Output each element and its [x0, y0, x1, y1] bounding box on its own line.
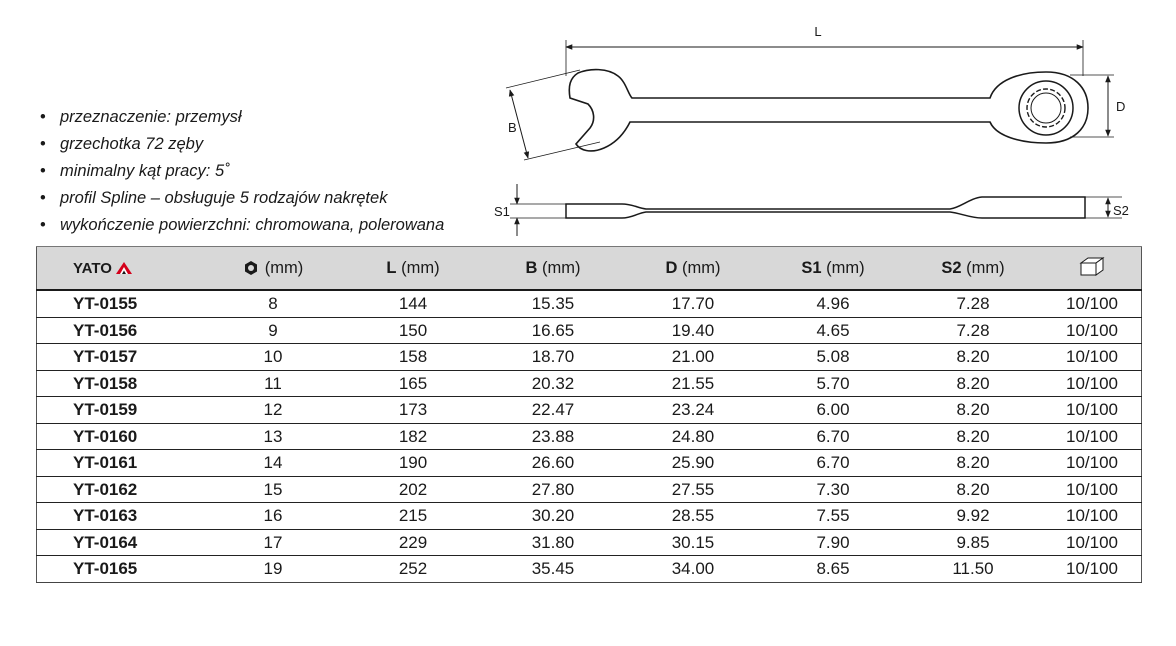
wrench-top-view [569, 70, 1088, 151]
label-l: L [814, 24, 822, 39]
s2-cell: 7.28 [903, 290, 1043, 317]
pack-cell: 10/100 [1043, 344, 1142, 371]
s2-header [903, 247, 1043, 291]
d-cell: 23.24 [623, 397, 763, 424]
feature-item: • przeznaczenie: przemysł [40, 108, 242, 126]
size-cell: 19 [203, 556, 343, 583]
s1-cell: 4.65 [763, 317, 903, 344]
l-header [343, 247, 483, 291]
pack-cell: 10/100 [1043, 290, 1142, 317]
extension-line [506, 70, 580, 88]
s2-cell: 7.28 [903, 317, 1043, 344]
product-code: YT-0163 [37, 503, 204, 530]
s2-cell: 9.85 [903, 529, 1043, 556]
d-cell: 17.70 [623, 290, 763, 317]
s1-header [763, 247, 903, 291]
b-cell: 31.80 [483, 529, 623, 556]
l-cell: 215 [343, 503, 483, 530]
d-cell: 34.00 [623, 556, 763, 583]
b-name: B [525, 258, 538, 277]
size-cell: 12 [203, 397, 343, 424]
l-cell: 190 [343, 450, 483, 477]
pack-cell: 10/100 [1043, 317, 1142, 344]
l-cell: 150 [343, 317, 483, 344]
l-cell: 173 [343, 397, 483, 424]
s1-name: S1 [801, 258, 822, 277]
d-cell: 21.00 [623, 344, 763, 371]
pack-cell: 10/100 [1043, 503, 1142, 530]
table-row [37, 556, 1142, 583]
l-cell: 229 [343, 529, 483, 556]
product-code: YT-0159 [37, 397, 204, 424]
table-row [37, 397, 1142, 424]
size-cell: 14 [203, 450, 343, 477]
label-s1: S1 [494, 204, 510, 219]
product-code: YT-0165 [37, 556, 204, 583]
size-cell: 8 [203, 290, 343, 317]
d-cell: 30.15 [623, 529, 763, 556]
table-header [37, 247, 1142, 291]
table-row [37, 344, 1142, 371]
product-code: YT-0156 [37, 317, 204, 344]
brand-header [37, 247, 204, 291]
l-cell: 202 [343, 476, 483, 503]
product-code: YT-0161 [37, 450, 204, 477]
d-name: D [665, 258, 678, 277]
label-b: B [508, 120, 517, 135]
s2-cell: 8.20 [903, 476, 1043, 503]
feature-item: • minimalny kąt pracy: 5˚ [40, 162, 230, 180]
size-unit: (mm) [264, 258, 304, 277]
size-cell: 10 [203, 344, 343, 371]
table-row [37, 476, 1142, 503]
s1-unit: (mm) [826, 258, 865, 277]
size-cell: 13 [203, 423, 343, 450]
b-cell: 26.60 [483, 450, 623, 477]
size-cell: 16 [203, 503, 343, 530]
l-unit: (mm) [401, 258, 440, 277]
wrench-side-view [566, 197, 1085, 218]
feature-item: • grzechotka 72 zęby [40, 135, 204, 153]
feature-list [40, 104, 444, 239]
size-header [203, 247, 343, 291]
d-cell: 28.55 [623, 503, 763, 530]
pack-cell: 10/100 [1043, 529, 1142, 556]
ratchet-head [1019, 81, 1073, 135]
s1-cell: 6.00 [763, 397, 903, 424]
s1-cell: 7.90 [763, 529, 903, 556]
s1-cell: 4.96 [763, 290, 903, 317]
s1-cell: 6.70 [763, 450, 903, 477]
b-unit: (mm) [542, 258, 581, 277]
l-cell: 144 [343, 290, 483, 317]
d-cell: 24.80 [623, 423, 763, 450]
b-cell: 23.88 [483, 423, 623, 450]
b-header [483, 247, 623, 291]
s2-cell: 8.20 [903, 450, 1043, 477]
product-code: YT-0155 [37, 290, 204, 317]
product-code: YT-0160 [37, 423, 204, 450]
s1-cell: 7.55 [763, 503, 903, 530]
s1-cell: 8.65 [763, 556, 903, 583]
table-row [37, 529, 1142, 556]
table-row [37, 290, 1142, 317]
d-cell: 21.55 [623, 370, 763, 397]
brand-logo [73, 260, 133, 277]
feature-item: • profil Spline – obsługuje 5 rodzajów nakrętek [40, 189, 388, 207]
l-cell: 252 [343, 556, 483, 583]
s2-cell: 11.50 [903, 556, 1043, 583]
b-cell: 22.47 [483, 397, 623, 424]
size-cell: 11 [203, 370, 343, 397]
d-header [623, 247, 763, 291]
l-cell: 182 [343, 423, 483, 450]
table-body [37, 290, 1142, 582]
feature-text: przeznaczenie: przemysł [60, 108, 242, 126]
size-cell: 15 [203, 476, 343, 503]
pack-cell: 10/100 [1043, 450, 1142, 477]
label-d: D [1116, 99, 1126, 114]
table-row [37, 317, 1142, 344]
feature-text: profil Spline – obsługuje 5 rodzajów nakrętek [60, 189, 388, 207]
label-s2: S2 [1113, 203, 1129, 218]
table-row [37, 450, 1142, 477]
feature-text: wykończenie powierzchni: chromowana, polerowana [60, 216, 445, 234]
product-code: YT-0157 [37, 344, 204, 371]
s2-cell: 8.20 [903, 344, 1043, 371]
d-cell: 19.40 [623, 317, 763, 344]
brand-name: YATO [73, 259, 112, 277]
s2-name: S2 [941, 258, 962, 277]
pack-cell: 10/100 [1043, 370, 1142, 397]
pack-cell: 10/100 [1043, 556, 1142, 583]
product-code: YT-0164 [37, 529, 204, 556]
table-row [37, 370, 1142, 397]
b-cell: 18.70 [483, 344, 623, 371]
table-row [37, 503, 1142, 530]
s1-cell: 5.08 [763, 344, 903, 371]
s1-cell: 5.70 [763, 370, 903, 397]
wrench-diagram [490, 18, 1150, 243]
s2-cell: 9.92 [903, 503, 1043, 530]
l-name: L [386, 258, 397, 277]
size-cell: 9 [203, 317, 343, 344]
s2-cell: 8.20 [903, 370, 1043, 397]
l-cell: 158 [343, 344, 483, 371]
size-cell: 17 [203, 529, 343, 556]
b-cell: 20.32 [483, 370, 623, 397]
pack-cell: 10/100 [1043, 476, 1142, 503]
d-cell: 27.55 [623, 476, 763, 503]
pack-header [1043, 247, 1142, 291]
s1-cell: 7.30 [763, 476, 903, 503]
feature-text: grzechotka 72 zęby [60, 135, 204, 153]
product-code: YT-0162 [37, 476, 204, 503]
pack-cell: 10/100 [1043, 397, 1142, 424]
d-unit: (mm) [682, 258, 721, 277]
s2-cell: 8.20 [903, 397, 1043, 424]
b-cell: 27.80 [483, 476, 623, 503]
spec-table [36, 246, 1142, 583]
l-cell: 165 [343, 370, 483, 397]
s2-cell: 8.20 [903, 423, 1043, 450]
s2-unit: (mm) [966, 258, 1005, 277]
s1-cell: 6.70 [763, 423, 903, 450]
b-cell: 16.65 [483, 317, 623, 344]
pack-cell: 10/100 [1043, 423, 1142, 450]
box-icon [1078, 256, 1106, 276]
product-code: YT-0158 [37, 370, 204, 397]
yato-logo-icon [115, 261, 133, 275]
d-cell: 25.90 [623, 450, 763, 477]
b-cell: 30.20 [483, 503, 623, 530]
b-cell: 15.35 [483, 290, 623, 317]
hex-nut-icon [243, 260, 259, 276]
table-row [37, 423, 1142, 450]
feature-item: • wykończenie powierzchni: chromowana, polerowana [40, 216, 445, 234]
b-cell: 35.45 [483, 556, 623, 583]
feature-text: minimalny kąt pracy: 5˚ [60, 162, 230, 180]
